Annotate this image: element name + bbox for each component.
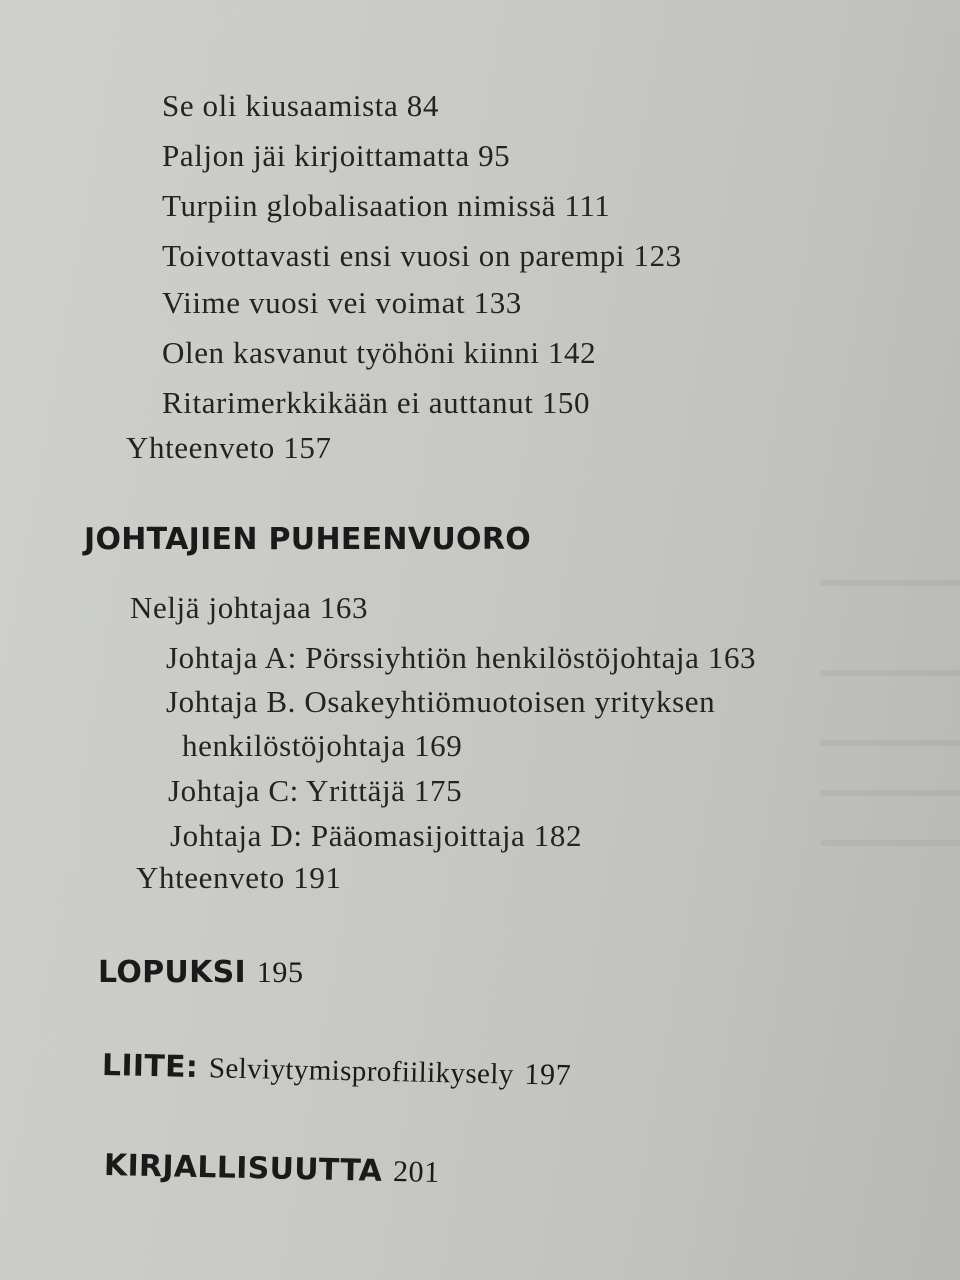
toc-entry-page: 201 (392, 1155, 441, 1190)
toc-entry-page: 133 (473, 285, 522, 320)
section-heading-kirjallisuutta (104, 1148, 441, 1190)
toc-entry-page: 163 (707, 640, 757, 675)
toc-entry-page: 169 (414, 728, 463, 763)
section-heading-text: LIITE: (101, 1048, 199, 1086)
toc-entry-title: Yhteenveto (126, 430, 275, 465)
toc-entry (162, 188, 610, 224)
section-heading-lopuksi (98, 955, 304, 990)
toc-entry-page: 197 (524, 1057, 572, 1092)
toc-summary (136, 860, 342, 896)
toc-entry-title: Ritarimerkkikään ei auttanut (162, 385, 534, 420)
toc-entry (162, 335, 596, 371)
toc-entry-title: Johtaja A: Pörssiyhtiön henkilöstöjohtaja (166, 640, 700, 675)
section-heading-text: LOPUKSI (98, 955, 247, 990)
section-heading: JOHTAJIEN PUHEENVUORO (84, 522, 532, 557)
toc-entry-title: henkilöstöjohtaja (182, 728, 406, 763)
toc-entry (162, 138, 510, 174)
toc-entry-title: Turpiin globalisaation nimissä (162, 188, 557, 223)
toc-entry-page: 163 (319, 590, 369, 625)
toc-entry-title: Viime vuosi vei voimat (162, 285, 466, 320)
toc-entry-title: Paljon jäi kirjoittamatta (162, 138, 470, 173)
toc-entry-title: Toivottavasti ensi vuosi on parempi (162, 238, 626, 273)
toc-entry (168, 773, 462, 809)
toc-entry-page: 175 (413, 773, 463, 808)
toc-entry-title: Se oli kiusaamista (162, 88, 399, 123)
toc-entry-page: 182 (533, 818, 583, 853)
toc-entry-title: Johtaja B. Osakeyhtiömuotoisen yrityksen (166, 684, 716, 719)
section-heading-text: KIRJALLISUUTTA (103, 1148, 383, 1189)
toc-entry (166, 640, 756, 676)
show-through-mark (820, 740, 960, 746)
toc-entry-page: 84 (406, 88, 439, 123)
show-through-mark (820, 840, 960, 846)
toc-entry-page: 95 (478, 138, 511, 173)
toc-entry-page: 123 (633, 238, 682, 273)
show-through-mark (820, 670, 960, 676)
toc-entry (170, 818, 582, 854)
toc-entry-page: 111 (564, 188, 611, 223)
toc-entry-title: Neljä johtajaa (130, 590, 312, 625)
show-through-mark (820, 790, 960, 796)
toc-entry-title: Johtaja C: Yrittäjä (168, 773, 406, 808)
toc-entry-page: 150 (541, 385, 591, 420)
toc-entry-title: Johtaja D: Pääomasijoittaja (170, 818, 526, 853)
toc-entry (162, 285, 522, 321)
toc-entry (162, 385, 590, 421)
section-heading-liite (102, 1048, 572, 1093)
toc-entry-page: 142 (547, 335, 597, 370)
toc-entry-page: 157 (283, 430, 332, 465)
toc-entry-title: Olen kasvanut työhöni kiinni (162, 335, 540, 370)
toc-summary (126, 430, 332, 466)
toc-entry-title: Yhteenveto (136, 860, 285, 895)
toc-entry-title: Selviytymisprofiilikysely (208, 1052, 515, 1091)
toc-entry (130, 590, 368, 626)
toc-entry (166, 684, 715, 720)
toc-entry (162, 88, 439, 124)
toc-entry-continued (182, 728, 462, 764)
toc-entry-page: 195 (256, 956, 304, 989)
toc-entry-page: 191 (293, 860, 342, 895)
toc-entry (162, 238, 682, 274)
show-through-mark (820, 580, 960, 586)
